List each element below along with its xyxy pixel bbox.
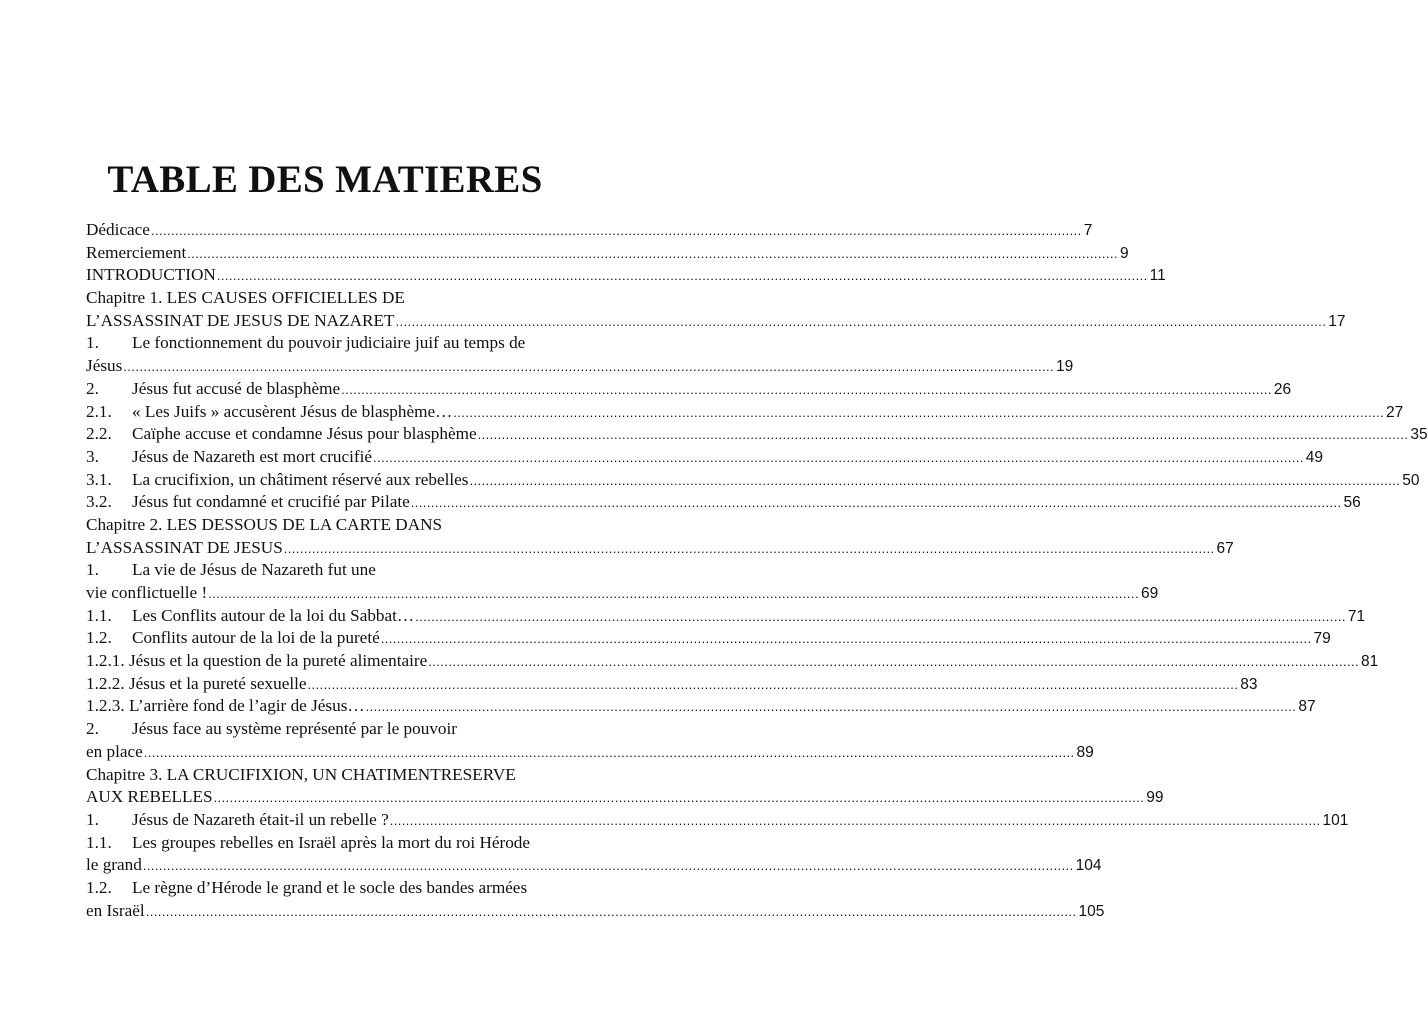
dot-leader (151, 220, 1082, 243)
toc-entry[interactable] (86, 446, 1324, 469)
toc-entry-page: 17 (1328, 312, 1346, 330)
toc-entry-page: 83 (1240, 675, 1258, 693)
dot-leader (208, 583, 1139, 606)
toc-entry-page: 49 (1305, 448, 1324, 466)
dot-leader (123, 356, 1054, 379)
toc-entry-title: INTRODUCTION (86, 265, 216, 285)
dot-leader (469, 470, 1400, 493)
toc-entry-number: 3.1. (86, 469, 112, 489)
toc-entry-page: 79 (1313, 630, 1331, 648)
toc-entry-title: vie conflictuelle ! (86, 583, 208, 602)
dot-leader (341, 379, 1272, 402)
toc-entry-title: en Israël (86, 900, 145, 920)
toc-entry-page: 71 (1347, 607, 1366, 625)
toc-entry-page: 9 (1119, 244, 1129, 262)
toc-entry-page: 89 (1076, 743, 1094, 761)
toc-entry-page: 69 (1140, 585, 1159, 602)
toc-entry[interactable] (86, 695, 1316, 718)
toc-entry-number: 2.2. (86, 424, 112, 444)
toc-entry[interactable] (86, 469, 1420, 492)
dot-leader (395, 311, 1326, 334)
toc-entry-title: Conflits autour de la loi de la pureté (132, 628, 380, 648)
toc-entry-page: 101 (1322, 811, 1349, 829)
toc-entry-title: Jésus (86, 356, 123, 376)
toc-entry-number: 1.2. (86, 628, 112, 648)
dot-leader (217, 265, 1148, 288)
dot-leader (411, 492, 1342, 515)
toc-entry-page: 27 (1386, 403, 1404, 421)
toc-entry-title: Les groupes rebelles en Israël après la mort du roi Hérode (132, 832, 531, 852)
toc-entry[interactable] (86, 605, 1366, 628)
toc-entry[interactable] (86, 854, 1102, 877)
toc-entry-number: 2. (86, 719, 99, 739)
toc-entry-page: 105 (1078, 902, 1105, 920)
dot-leader (381, 628, 1312, 651)
toc-entry-number: 3.2. (86, 492, 112, 512)
toc-entry[interactable] (86, 832, 562, 855)
toc-entry-title: Le règne d’Hérode le grand et le socle des bandes armées (132, 877, 528, 897)
toc-entry-page: 99 (1146, 789, 1164, 807)
toc-entry[interactable] (86, 332, 562, 355)
toc-entry[interactable] (86, 627, 1331, 650)
toc-entry-title: Chapitre 3. LA CRUCIFIXION, UN CHATIMENTRESERVE (86, 764, 516, 784)
dot-leader (144, 742, 1075, 765)
toc-entry-number: 1.1. (86, 832, 112, 852)
dot-leader (143, 855, 1074, 878)
dot-leader (390, 810, 1321, 833)
toc-entry[interactable] (86, 741, 1094, 764)
toc-entry-page: 26 (1273, 380, 1292, 398)
toc-entry[interactable] (86, 673, 1258, 696)
toc-entry[interactable] (86, 378, 1292, 401)
toc-entry-title: Jésus face au système représenté par le pouvoir (132, 719, 458, 739)
toc-entry[interactable] (86, 310, 1346, 333)
toc-entry-title: Chapitre 1. LES CAUSES OFFICIELLES DE (86, 288, 405, 308)
toc-entry-title: L’ASSASSINAT DE JESUS DE NAZARET (86, 310, 395, 330)
dot-leader (308, 674, 1239, 697)
toc-entry-title: le grand (86, 855, 142, 875)
toc-entry-title: 1.2.3. L’arrière fond de l’agir de Jésus… (86, 696, 365, 716)
toc-entry-title: La crucifixion, un châtiment réservé aux rebelles (132, 469, 469, 489)
toc-entry-title: « Les Juifs » accusèrent Jésus de blasphème… (132, 401, 453, 421)
toc-entry[interactable] (86, 877, 562, 900)
toc-entry-number: 2. (86, 378, 99, 398)
toc-entry-number: 3. (86, 446, 99, 466)
toc-entry-number: 1. (86, 333, 99, 353)
toc-entry-title: Dédicace (86, 220, 150, 239)
toc-entry-page: 56 (1343, 494, 1361, 512)
toc-entry-title: L’ASSASSINAT DE JESUS (86, 537, 283, 557)
toc-entry[interactable] (86, 423, 1428, 446)
dot-leader (478, 424, 1409, 447)
dot-leader (366, 696, 1297, 719)
dot-leader (453, 402, 1384, 425)
toc-entry-page: 87 (1298, 698, 1316, 716)
toc-entry-title: Jésus de Nazareth était-il un rebelle ? (132, 809, 389, 829)
toc-entry-title: La vie de Jésus de Nazareth fut une (132, 560, 376, 580)
toc-entry[interactable] (86, 219, 1093, 242)
dot-leader (214, 787, 1145, 810)
toc-entry[interactable] (86, 582, 1159, 605)
dot-leader (146, 901, 1077, 924)
toc-entry-title: 1.2.1. Jésus et la question de la pureté alimentaire (86, 651, 428, 671)
toc-entry-page: 11 (1149, 267, 1166, 285)
toc-entry-title: Le fonctionnement du pouvoir judiciaire juif au temps de (132, 333, 526, 353)
dot-leader (187, 243, 1118, 266)
toc-entry[interactable] (86, 242, 1129, 265)
toc-entry-title: Jésus fut accusé de blasphème (132, 378, 341, 398)
toc-entry-title: 1.2.2. Jésus et la pureté sexuelle (86, 673, 307, 693)
toc-entry-number: 2.1. (86, 401, 112, 421)
toc-entry-page: 104 (1075, 857, 1102, 875)
toc-entry[interactable] (86, 764, 562, 787)
toc-entry[interactable] (86, 287, 562, 310)
toc-entry[interactable] (86, 650, 1379, 673)
dot-leader (428, 651, 1359, 674)
toc-entry-page: 50 (1402, 471, 1420, 489)
toc-entry-page: 67 (1216, 539, 1234, 557)
toc-entry[interactable] (86, 355, 1074, 378)
page-title: TABLE DES MATIERES (107, 158, 543, 201)
toc-entry-title: en place (86, 741, 143, 761)
toc-entry-number: 1.1. (86, 605, 112, 625)
toc-entry-number: 1. (86, 809, 99, 829)
toc-entry[interactable] (86, 401, 1404, 424)
dot-leader (415, 606, 1346, 629)
toc-entry[interactable] (86, 900, 1105, 923)
toc-entry-number: 1. (86, 560, 99, 580)
toc-entry-title: Remerciement (86, 242, 187, 262)
toc-entry-title: Jésus de Nazareth est mort crucifié (132, 446, 373, 466)
toc-entry-title: Les Conflits autour de la loi du Sabbat… (132, 605, 415, 625)
toc-entry-title: Caïphe accuse et condamne Jésus pour blasphème (132, 424, 477, 444)
toc-entry-page: 35 (1410, 426, 1428, 444)
table-of-contents (86, 219, 1428, 922)
toc-entry-title: AUX REBELLES (86, 787, 213, 807)
toc-entry[interactable] (86, 514, 562, 537)
toc-entry[interactable] (86, 718, 562, 741)
toc-entry-number: 1.2. (86, 877, 112, 897)
dot-leader (284, 538, 1215, 561)
toc-entry[interactable] (86, 264, 1166, 287)
toc-entry-page: 81 (1361, 653, 1379, 671)
toc-entry-page: 19 (1056, 358, 1074, 376)
toc-entry[interactable] (86, 491, 1361, 514)
toc-entry-page: 7 (1083, 222, 1093, 239)
dot-leader (373, 447, 1304, 470)
toc-entry-title: Jésus fut condamné et crucifié par Pilate (132, 492, 410, 512)
toc-entry[interactable] (86, 537, 1234, 560)
toc-entry[interactable] (86, 559, 562, 582)
toc-entry[interactable] (86, 786, 1164, 809)
toc-entry[interactable] (86, 809, 1349, 832)
toc-entry-title: Chapitre 2. LES DESSOUS DE LA CARTE DANS (86, 514, 443, 534)
